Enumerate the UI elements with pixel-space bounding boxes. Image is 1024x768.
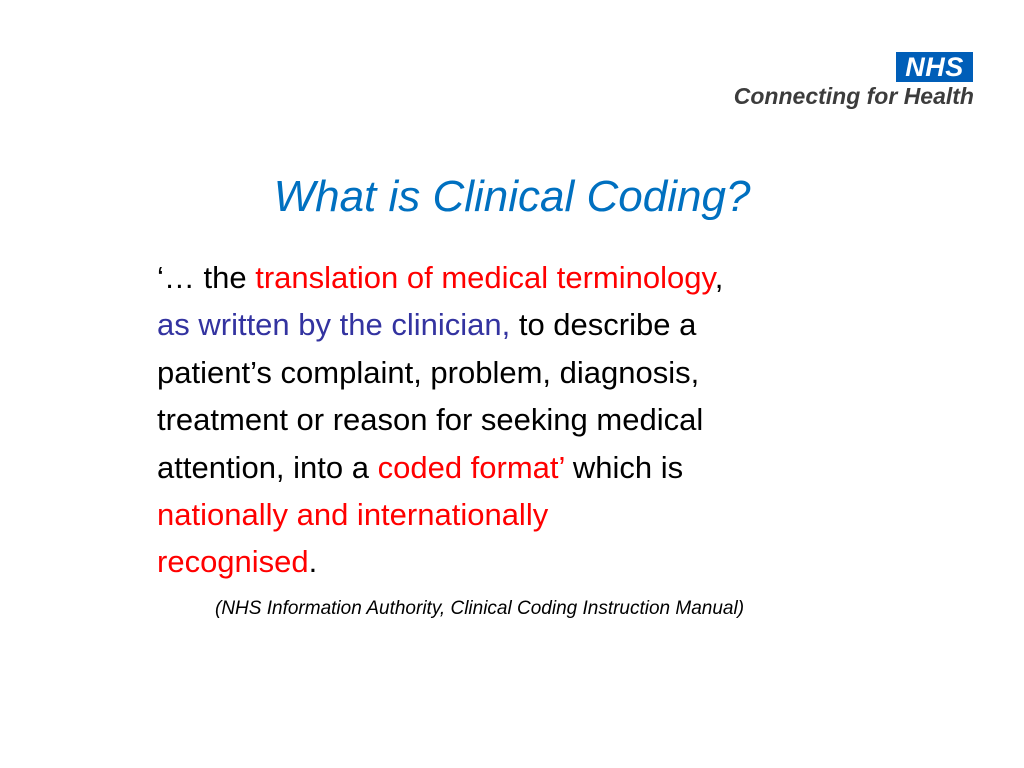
- quote-text: to describe a: [510, 307, 697, 343]
- definition-quote: [157, 254, 959, 586]
- quote-line: [157, 396, 959, 443]
- quote-text: ‘… the: [157, 260, 256, 295]
- quote-highlight: as written by the clinician,: [157, 307, 511, 343]
- quote-line: [157, 538, 959, 585]
- quote-line: [157, 349, 959, 396]
- quote-highlight: recognised: [157, 544, 309, 580]
- quote-text: which is: [564, 449, 684, 485]
- citation: (NHS Information Authority, Clinical Coding Instruction Manual): [215, 598, 745, 619]
- quote-text: attention, into a: [157, 449, 378, 485]
- quote-highlight: nationally and internationally: [157, 497, 549, 533]
- quote-text: patient’s complaint, problem, diagnosis,: [157, 354, 700, 390]
- quote-highlight: translation of medical terminology: [255, 260, 715, 295]
- quote-line: [157, 254, 959, 301]
- quote-line: [157, 301, 959, 348]
- quote-line: [157, 491, 959, 538]
- logo-tagline: Connecting for Health: [733, 83, 974, 109]
- quote-text: treatment or reason for seeking medical: [157, 402, 704, 438]
- quote-text: .: [308, 544, 318, 580]
- slide-title: What is Clinical Coding?: [273, 172, 751, 221]
- quote-line: [157, 444, 959, 491]
- quote-text: ,: [714, 260, 724, 295]
- quote-highlight: coded format’: [377, 449, 565, 485]
- nhs-logo: [896, 52, 973, 82]
- nhs-logo-text: NHS: [905, 52, 964, 82]
